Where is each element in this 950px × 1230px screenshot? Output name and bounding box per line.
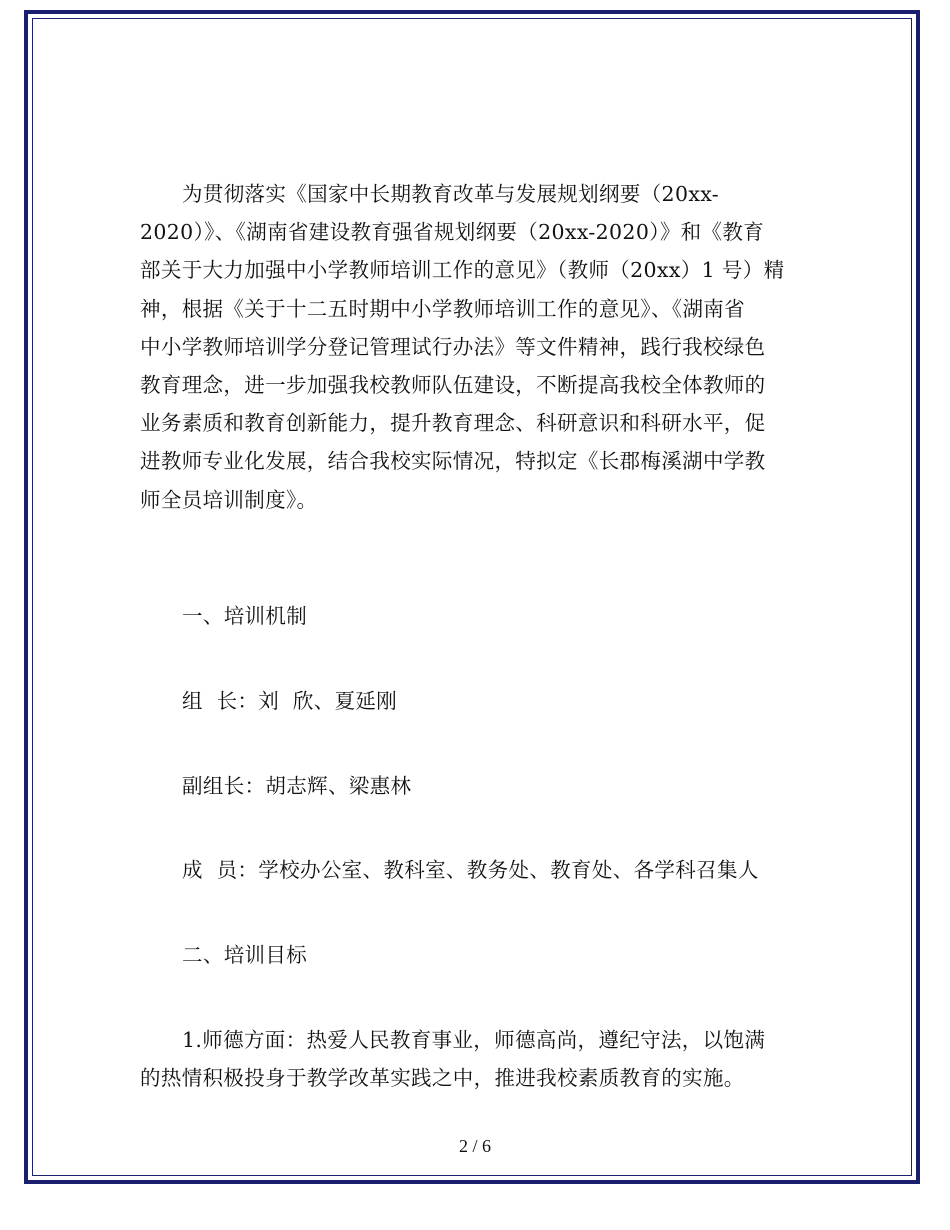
intro-line: 为贯彻落实《国家中长期教育改革与发展规划纲要（20xx- — [182, 182, 720, 206]
intro-line: 进教师专业化发展，结合我校实际情况，特拟定《长郡梅溪湖中学教 — [140, 449, 766, 474]
intro-line: 神，根据《关于十二五时期中小学教师培训工作的意见》、《湖南省 — [140, 296, 745, 321]
page-number: 2 / 6 — [458, 1136, 491, 1156]
leader-line: 组 长：刘 欣、夏延刚 — [182, 689, 398, 713]
goal-1-paragraph — [140, 1021, 812, 1097]
goal-1-line: 的热情积极投身于教学改革实践之中，推进我校素质教育的实施。 — [140, 1066, 745, 1091]
intro-line: 中小学教师培训学分登记管理试行办法》等文件精神，践行我校绿色 — [140, 334, 766, 359]
intro-line: 部关于大力加强中小学教师培训工作的意见》（教师（20xx）1 号）精 — [140, 258, 785, 283]
members-line: 成 员：学校办公室、教科室、教务处、教育处、各学科召集人 — [182, 858, 759, 882]
goal-1-line: 1.师德方面：热爱人民教育事业，师德高尚，遵纪守法，以饱满 — [182, 1028, 766, 1052]
intro-paragraph — [140, 175, 812, 519]
section-heading-mechanism: 一、培训机制 — [182, 604, 308, 628]
intro-line: 2020）》、《湖南省建设教育强省规划纲要（20xx-2020）》和《教育 — [140, 220, 765, 245]
intro-line: 师全员培训制度》。 — [140, 487, 318, 512]
intro-line: 教育理念，进一步加强我校教师队伍建设，不断提高我校全体教师的 — [140, 373, 766, 398]
deputy-leader-line: 副组长：胡志辉、梁惠林 — [182, 774, 412, 798]
section-heading-goals: 二、培训目标 — [182, 943, 308, 967]
intro-line: 业务素质和教育创新能力，提升教育理念、科研意识和科研水平，促 — [140, 411, 766, 436]
